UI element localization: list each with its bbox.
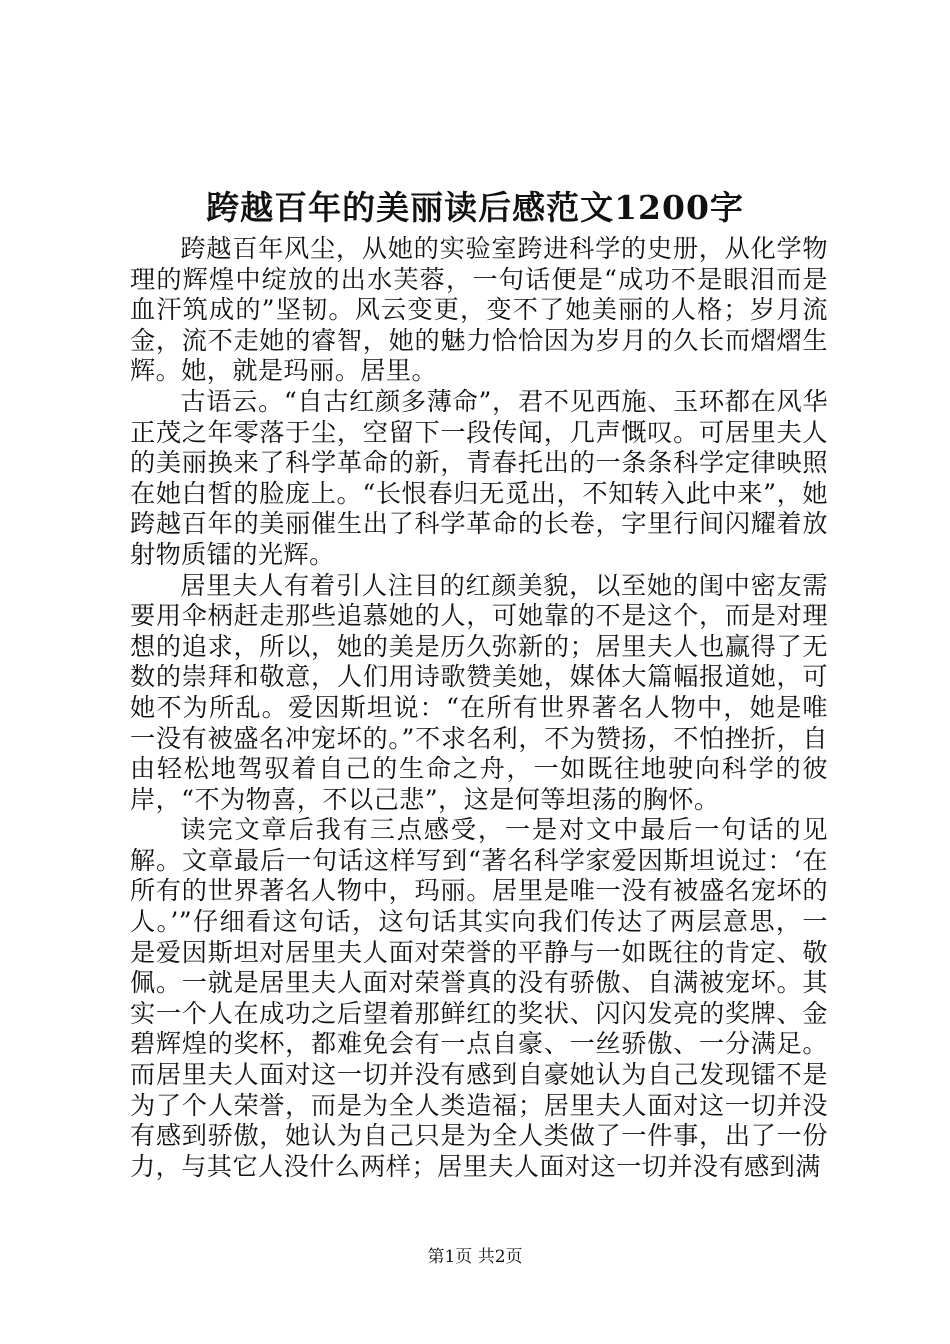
- document-title: 跨越百年的美丽读后感范文1200字: [206, 188, 744, 227]
- paragraph-4: 读完文章后我有三点感受，一是对文中最后一句话的见解。文章最后一句话这样写到“著名科学家爱因斯坦说过：‘在所有的世界著名人物中，玛丽。居里是唯一没有被盛名宠坏的人。’”仔细看这句话，这句话其实向我们传达了两层意思，一是爱因斯坦对居里夫人面对荣誉的平静与一如既往的肯定、敬佩。一就是居里夫人面对荣誉真的没有骄傲、自满被宠坏。其实一个人在成功之后望着那鲜红的奖状、闪闪发亮的奖牌、金碧辉煌的奖杯，都难免会有一点自豪、一丝骄傲、一分满足。而居里夫人面对这一切并没有感到自豪她认为自己发现镭不是为了个人荣誉，而是为全人类造福；居里夫人面对这一切并没有感到骄傲，她认为自己只是为全人类做了一件事，出了一份力，与其它人没什么两样；居里夫人面对这一切并没有感到满: [130, 815, 828, 1181]
- page-indicator: 第1页 共2页: [427, 1247, 523, 1267]
- paragraph-3: 居里夫人有着引人注目的红颜美貌，以至她的闺中密友需要用伞柄赶走那些追慕她的人，可她靠的不是这个，而是对理想的追求，所以，她的美是历久弥新的；居里夫人也赢得了无数的崇拜和敬意，人们用诗歌赞美她，媒体大篇幅报道她，可她不为所乱。爱因斯坦说：“在所有世界著名人物中，她是唯一没有被盛名冲宠坏的。”不求名利，不为赞扬，不怕挫折，自由轻松地驾驭着自己的生命之舟，一如既往地驶向科学的彼岸，“不为物喜，不以己悲”，这是何等坦荡的胸怀。: [130, 570, 828, 814]
- paragraph-2: 古语云。“自古红颜多薄命”，君不见西施、玉环都在风华正茂之年零落于尘，空留下一段传闻，几声慨叹。可居里夫人的美丽换来了科学革命的新，青春托出的一条条科学定律映照在她白皙的脸庞上。“长恨春归无觅出，不知转入此中来”，她跨越百年的美丽催生出了科学革命的长卷，字里行间闪耀着放射物质镭的光辉。: [130, 386, 828, 569]
- paragraph-1: 跨越百年风尘，从她的实验室跨进科学的史册，从化学物理的辉煌中绽放的出水芙蓉，一句话便是“成功不是眼泪而是血汗筑成的”坚韧。风云变更，变不了她美丽的人格；岁月流金，流不走她的睿智，她的魅力恰恰因为岁月的久长而熠熠生辉。她，就是玛丽。居里。: [130, 234, 828, 386]
- document-body: [130, 234, 828, 1182]
